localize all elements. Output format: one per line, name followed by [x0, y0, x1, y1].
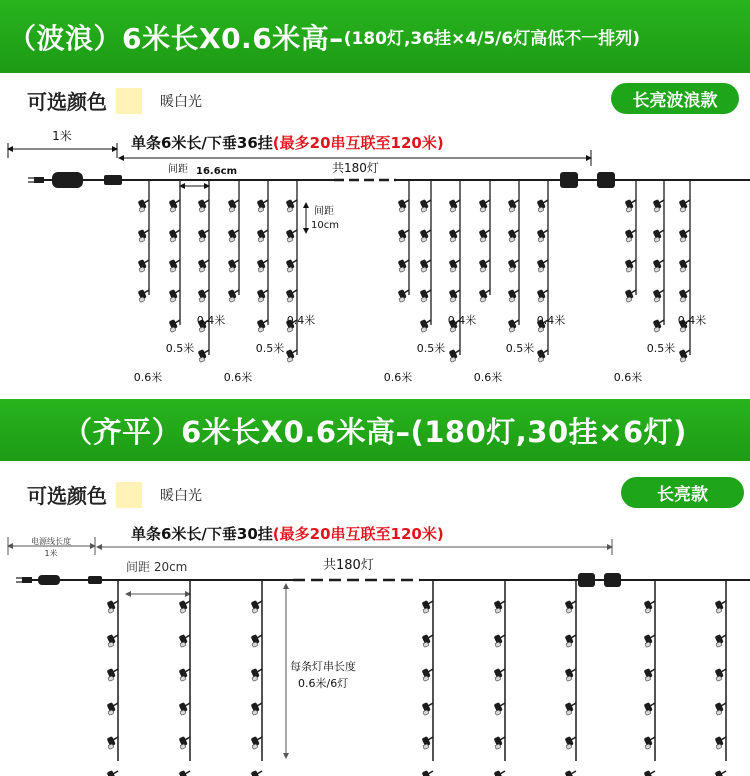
- wave-bulb-icon: [286, 229, 297, 242]
- flat-controller-icon: [38, 575, 60, 585]
- wave-bulb-icon: [228, 229, 239, 242]
- wave-bulb-icon: [228, 289, 239, 302]
- flat-strand-group: [107, 580, 726, 776]
- flat-total-lights: 共180灯: [323, 558, 374, 573]
- wave-bulb-icon: [286, 199, 297, 212]
- wave-bulb-icon: [398, 289, 409, 302]
- end-connector-icon: [560, 172, 578, 188]
- flat-title-main: （齐平）6米长X0.6米高–(180灯,30挂×6灯): [63, 414, 687, 449]
- flat-span-text: 单条6米长/下垂30挂(最多20串互联至120米): [131, 525, 444, 543]
- wave-bulb-icon: [257, 289, 268, 302]
- flat-bulb-icon: [494, 736, 505, 749]
- wave-strand-group: [138, 180, 690, 362]
- wave-vertical-spacing-label: 间距: [314, 206, 334, 217]
- wave-title-main: （波浪）6米长X0.6米高–: [8, 21, 344, 55]
- wave-bulb-icon: [679, 349, 690, 362]
- wave-bulb-icon: [198, 289, 209, 302]
- wave-length-label: 0.6米: [473, 371, 503, 384]
- wave-bulb-icon: [257, 259, 268, 272]
- flat-bulb-icon: [422, 770, 433, 776]
- wave-length-label: 0.5米: [646, 342, 676, 355]
- wave-length-label: 0.6米: [133, 371, 163, 384]
- wave-bulb-icon: [138, 259, 149, 272]
- wave-bulb-icon: [679, 289, 690, 302]
- wave-length-labels: [134, 313, 707, 384]
- wave-bulb-icon: [257, 199, 268, 212]
- wave-bulb-icon: [169, 259, 180, 272]
- flat-bulb-icon: [179, 736, 190, 749]
- flat-bulb-icon: [644, 702, 655, 715]
- flat-bulb-icon: [107, 634, 118, 647]
- flat-bulb-icon: [251, 770, 262, 776]
- wave-length-label: 0.5米: [165, 342, 195, 355]
- flat-bulb-icon: [251, 634, 262, 647]
- wave-length-label: 0.4米: [286, 314, 316, 327]
- flat-bulb-icon: [107, 770, 118, 776]
- wave-length-label: 0.5米: [505, 342, 535, 355]
- wave-bulb-icon: [508, 229, 519, 242]
- flat-bulb-icon: [494, 702, 505, 715]
- wave-bulb-icon: [257, 229, 268, 242]
- wave-bulb-icon: [479, 199, 490, 212]
- flat-bulb-icon: [107, 668, 118, 681]
- flat-bulb-icon: [494, 668, 505, 681]
- flat-bulb-icon: [251, 736, 262, 749]
- wave-bulb-icon: [537, 349, 548, 362]
- flat-strand-length-value: 0.6米/6灯: [298, 677, 349, 690]
- wave-color-name: 暖白光: [160, 93, 202, 110]
- wave-bulb-icon: [228, 199, 239, 212]
- wave-bulb-icon: [653, 199, 664, 212]
- wave-bulb-icon: [138, 199, 149, 212]
- flat-style-button[interactable]: 长亮款: [621, 477, 744, 508]
- flat-bulb-icon: [565, 702, 576, 715]
- wave-bulb-icon: [138, 289, 149, 302]
- wave-bulb-icon: [449, 199, 460, 212]
- flat-cord-length: 1米: [44, 549, 58, 558]
- wave-bulb-icon: [537, 229, 548, 242]
- flat-bulb-icon: [494, 770, 505, 776]
- wave-bulb-icon: [420, 199, 431, 212]
- flat-bulb-icon: [565, 600, 576, 613]
- plug-icon: [34, 177, 44, 183]
- flat-strand-length-label: 每条灯串长度: [290, 660, 356, 673]
- flat-bulb-icon: [422, 736, 433, 749]
- wave-bulb-icon: [508, 289, 519, 302]
- flat-bulb-icon: [644, 600, 655, 613]
- wave-bulb-icon: [257, 319, 268, 332]
- wave-style-button[interactable]: 长亮波浪款: [611, 83, 739, 114]
- wave-bulb-icon: [625, 289, 636, 302]
- flat-bulb-icon: [251, 702, 262, 715]
- wave-bulb-icon: [653, 289, 664, 302]
- wave-bulb-icon: [198, 229, 209, 242]
- wave-bulb-icon: [138, 229, 149, 242]
- wave-bulb-icon: [625, 229, 636, 242]
- flat-bulb-icon: [251, 668, 262, 681]
- flat-title-banner: [0, 399, 750, 461]
- wave-bulb-icon: [679, 259, 690, 272]
- wave-title-detail: (180灯,36挂×4/5/6灯高低不一排列): [343, 29, 640, 49]
- flat-bulb-icon: [422, 668, 433, 681]
- wave-bulb-icon: [286, 259, 297, 272]
- wave-length-label: 0.4米: [677, 314, 707, 327]
- wave-bulb-icon: [398, 199, 409, 212]
- flat-bulb-icon: [107, 702, 118, 715]
- wave-bulb-icon: [449, 259, 460, 272]
- wave-bulb-icon: [286, 349, 297, 362]
- wave-bulb-icon: [508, 259, 519, 272]
- wave-bulb-icon: [286, 289, 297, 302]
- flat-next-connector-icon: [604, 573, 621, 587]
- flat-bulb-icon: [644, 668, 655, 681]
- wave-bulb-icon: [679, 199, 690, 212]
- flat-bulb-icon: [179, 634, 190, 647]
- wave-bulb-icon: [449, 349, 460, 362]
- wave-bulb-icon: [420, 289, 431, 302]
- wave-bulb-icon: [625, 259, 636, 272]
- wave-length-label: 0.6米: [613, 371, 643, 384]
- wave-bulb-icon: [228, 259, 239, 272]
- wave-bulb-icon: [198, 259, 209, 272]
- flat-bulb-icon: [422, 600, 433, 613]
- flat-bulb-icon: [565, 770, 576, 776]
- wave-bulb-icon: [679, 229, 690, 242]
- wave-bulb-icon: [653, 259, 664, 272]
- wave-spacing-value: 16.6cm: [196, 166, 238, 177]
- wave-bulb-icon: [537, 199, 548, 212]
- flat-plug-icon: [22, 577, 32, 583]
- wave-bulb-icon: [653, 229, 664, 242]
- wave-length-label: 0.5米: [255, 342, 285, 355]
- flat-bulb-icon: [179, 600, 190, 613]
- wave-bulb-icon: [169, 289, 180, 302]
- wave-total-lights: 共180灯: [332, 161, 379, 175]
- flat-bulb-icon: [179, 702, 190, 715]
- wave-length-label: 0.6米: [383, 371, 413, 384]
- flat-bulb-icon: [422, 634, 433, 647]
- flat-spacing-text: 间距 20cm: [126, 560, 188, 574]
- wave-bulb-icon: [537, 289, 548, 302]
- flat-color-label: 可选颜色: [27, 484, 107, 508]
- flat-cord-length-label: 电源线长度: [31, 537, 71, 546]
- flat-bulb-icon: [179, 770, 190, 776]
- wave-bulb-icon: [420, 259, 431, 272]
- wave-spacing-label: 间距: [168, 164, 188, 175]
- wave-bulb-icon: [398, 259, 409, 272]
- wave-bulb-icon: [653, 319, 664, 332]
- wave-bulb-icon: [537, 259, 548, 272]
- flat-bulb-icon: [422, 702, 433, 715]
- wave-length-label: 0.4米: [536, 314, 566, 327]
- wave-bulb-icon: [508, 199, 519, 212]
- wave-bulb-icon: [625, 199, 636, 212]
- wave-bulb-icon: [508, 319, 519, 332]
- flat-bulb-icon: [715, 702, 726, 715]
- wave-bulb-icon: [449, 289, 460, 302]
- wave-bulb-icon: [169, 199, 180, 212]
- wave-bulb-icon: [420, 319, 431, 332]
- wave-bulb-icon: [198, 349, 209, 362]
- wave-color-label: 可选颜色: [27, 90, 107, 114]
- flat-bulb-icon: [494, 634, 505, 647]
- flat-end-connector-icon: [578, 573, 595, 587]
- wave-length-label: 0.5米: [416, 342, 446, 355]
- wave-bulb-icon: [479, 259, 490, 272]
- flat-bulb-icon: [715, 634, 726, 647]
- wave-bulb-icon: [169, 229, 180, 242]
- flat-layout-diagram: [0, 461, 750, 776]
- flat-bulb-icon: [644, 736, 655, 749]
- wave-bulb-icon: [398, 229, 409, 242]
- wave-bulb-icon: [169, 319, 180, 332]
- flat-bulb-icon: [715, 600, 726, 613]
- wave-bulb-icon: [479, 229, 490, 242]
- wave-length-label: 0.4米: [196, 314, 226, 327]
- flat-bulb-icon: [644, 770, 655, 776]
- flat-bulb-icon: [565, 736, 576, 749]
- controller-box-icon: [52, 172, 83, 188]
- wave-bulb-icon: [449, 229, 460, 242]
- flat-bulb-icon: [179, 668, 190, 681]
- connector-icon: [104, 175, 122, 185]
- wave-length-label: 0.4米: [447, 314, 477, 327]
- wave-cord-length: 1米: [52, 129, 72, 143]
- flat-bulb-icon: [494, 600, 505, 613]
- flat-bulb-icon: [251, 600, 262, 613]
- flat-connector-icon: [88, 576, 102, 584]
- wave-vertical-spacing-value: 10cm: [311, 220, 339, 231]
- wave-bulb-icon: [479, 289, 490, 302]
- wave-bulb-icon: [198, 199, 209, 212]
- wave-bulb-icon: [420, 229, 431, 242]
- flat-color-name: 暖白光: [160, 487, 202, 504]
- wave-span-text: 单条6米长/下垂36挂(最多20串互联至120米): [131, 134, 444, 152]
- wave-length-label: 0.6米: [223, 371, 253, 384]
- flat-bulb-icon: [715, 668, 726, 681]
- flat-bulb-icon: [107, 600, 118, 613]
- flat-bulb-icon: [644, 634, 655, 647]
- flat-bulb-icon: [107, 736, 118, 749]
- flat-bulb-icon: [715, 770, 726, 776]
- flat-bulb-icon: [565, 634, 576, 647]
- flat-bulb-icon: [565, 668, 576, 681]
- next-connector-icon: [597, 172, 615, 188]
- flat-bulb-icon: [715, 736, 726, 749]
